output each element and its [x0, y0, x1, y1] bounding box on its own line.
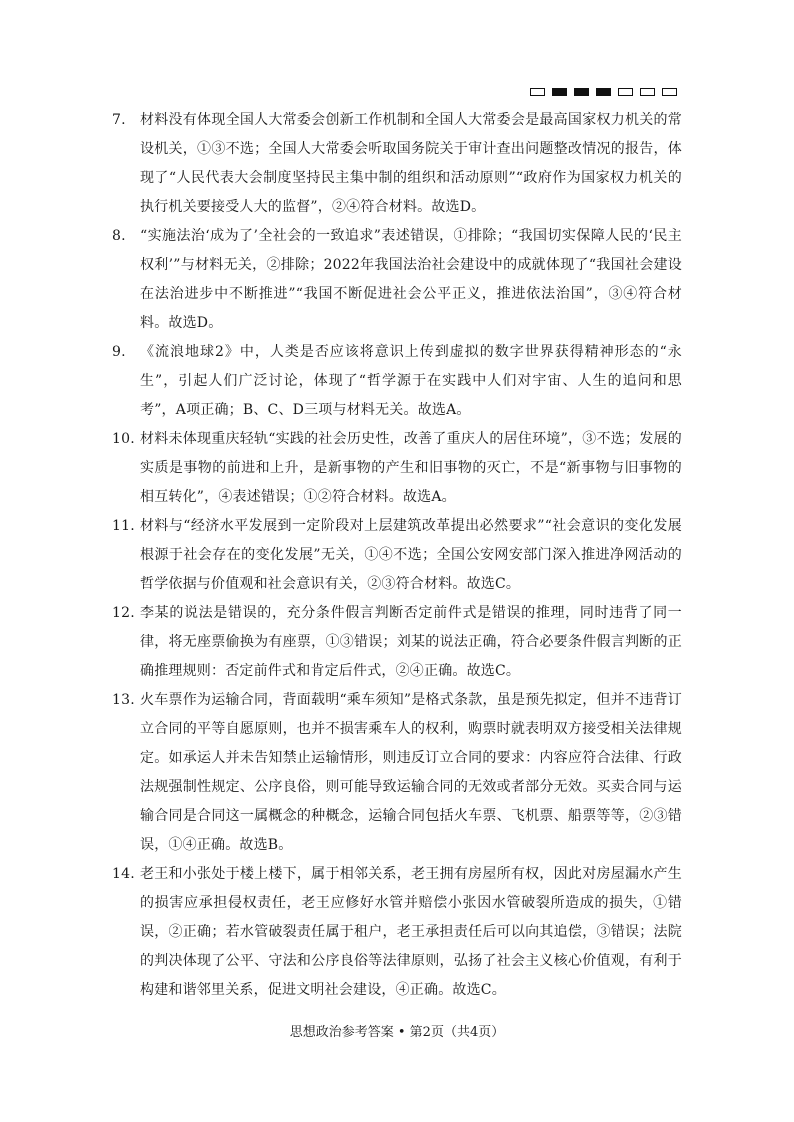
- header-mark: [662, 88, 677, 96]
- header-mark: [596, 88, 611, 96]
- header-mark: [530, 88, 545, 96]
- answer-number: 8.: [112, 228, 126, 244]
- answer-text: 火车票作为运输合同，背面载明“乘车须知”是格式条款，虽是预先拟定，但并不违背订立合同的平等自愿原则，也并不损害乘车人的权利，购票时就表明双方接受相关法律规定。如承运人并未告知禁止运输情形，则违反订立合同的要求：内容应符合法律、行政法规强制性规定、公序良俗，则可能导致运输合同的无效或者部分无效。买卖合同与运输合同是合同这一属概念的种概念，运输合同包括火车票、飞机票、船票等等，②③错误，①④正确。故选B。: [140, 692, 682, 853]
- answer-list: [112, 106, 682, 1005]
- answer-text: “实施法治‘成为了’全社会的一致追求”表述错误，①排除；“我国切实保障人民的‘民主权利’”与材料无关，②排除；2022年我国法治社会建设中的成就体现了“我国社会建设在法治进步中不断推进”“我国不断促进社会公平正义，推进依法治国”，③④符合材料。故选D。: [140, 228, 682, 331]
- answer-text: 材料未体现重庆轻轨“实践的社会历史性，改善了重庆人的居住环境”，③不选；发展的实质是事物的前进和上升，是新事物的产生和旧事物的灭亡，不是“新事物与旧事物的相互转化”，④表述错误；①②符合材料。故选A。: [140, 431, 682, 505]
- page-footer: 思想政治参考答案 • 第2页（共4页）: [289, 1025, 505, 1040]
- header-marks: [530, 88, 677, 96]
- answer-number: 7.: [112, 112, 126, 128]
- answer-number: 9.: [112, 344, 126, 360]
- answer-item-13: [112, 686, 682, 860]
- header-mark: [552, 88, 567, 96]
- answer-number: 12.: [112, 605, 135, 621]
- answer-number: 13.: [112, 692, 135, 708]
- answer-number: 14.: [112, 866, 135, 882]
- answer-item-12: [112, 599, 682, 686]
- header-mark: [640, 88, 655, 96]
- answer-number: 11.: [112, 518, 135, 534]
- answer-item-9: [112, 338, 682, 425]
- answer-text: 材料没有体现全国人大常委会创新工作机制和全国人大常委会是最高国家权力机关的常设机关，①③不选；全国人大常委会听取国务院关于审计查出问题整改情况的报告，体现了“人民代表大会制度坚持民主集中制的组织和活动原则”“政府作为国家权力机关的执行机关要接受人大的监督”，②④符合材料。故选D。: [140, 112, 682, 215]
- header-mark: [618, 88, 633, 96]
- answer-item-10: [112, 425, 682, 512]
- answer-text: 材料与“经济水平发展到一定阶段对上层建筑改革提出必然要求”“社会意识的变化发展根源于社会存在的变化发展”无关，①④不选；全国公安网安部门深入推进净网活动的哲学依据与价值观和社会意识有关，②③符合材料。故选C。: [140, 518, 682, 592]
- answer-number: 10.: [112, 431, 135, 447]
- answer-text: 李某的说法是错误的，充分条件假言判断否定前件式是错误的推理，同时违背了同一律，将无座票偷换为有座票，①③错误；刘某的说法正确，符合必要条件假言判断的正确推理规则：否定前件式和肯定后件式，②④正确。故选C。: [140, 605, 682, 679]
- answer-item-7: [112, 106, 682, 222]
- answer-item-8: [112, 222, 682, 338]
- answer-item-11: [112, 512, 682, 599]
- answer-item-14: [112, 860, 682, 1005]
- answer-text: 《流浪地球2》中，人类是否应该将意识上传到虚拟的数字世界获得精神形态的“永生”，引起人们广泛讨论，体现了“哲学源于在实践中人们对宇宙、人生的追问和思考”，A项正确；B、C、D三项与材料无关。故选A。: [140, 344, 682, 418]
- answer-text: 老王和小张处于楼上楼下，属于相邻关系，老王拥有房屋所有权，因此对房屋漏水产生的损害应承担侵权责任，老王应修好水管并赔偿小张因水管破裂所造成的损失，①错误，②正确；若水管破裂责任属于租户，老王承担责任后可以向其追偿，③错误；法院的判决体现了公平、守法和公序良俗等法律原则，弘扬了社会主义核心价值观，有利于构建和谐邻里关系，促进文明社会建设，④正确。故选C。: [140, 866, 682, 998]
- header-mark: [574, 88, 589, 96]
